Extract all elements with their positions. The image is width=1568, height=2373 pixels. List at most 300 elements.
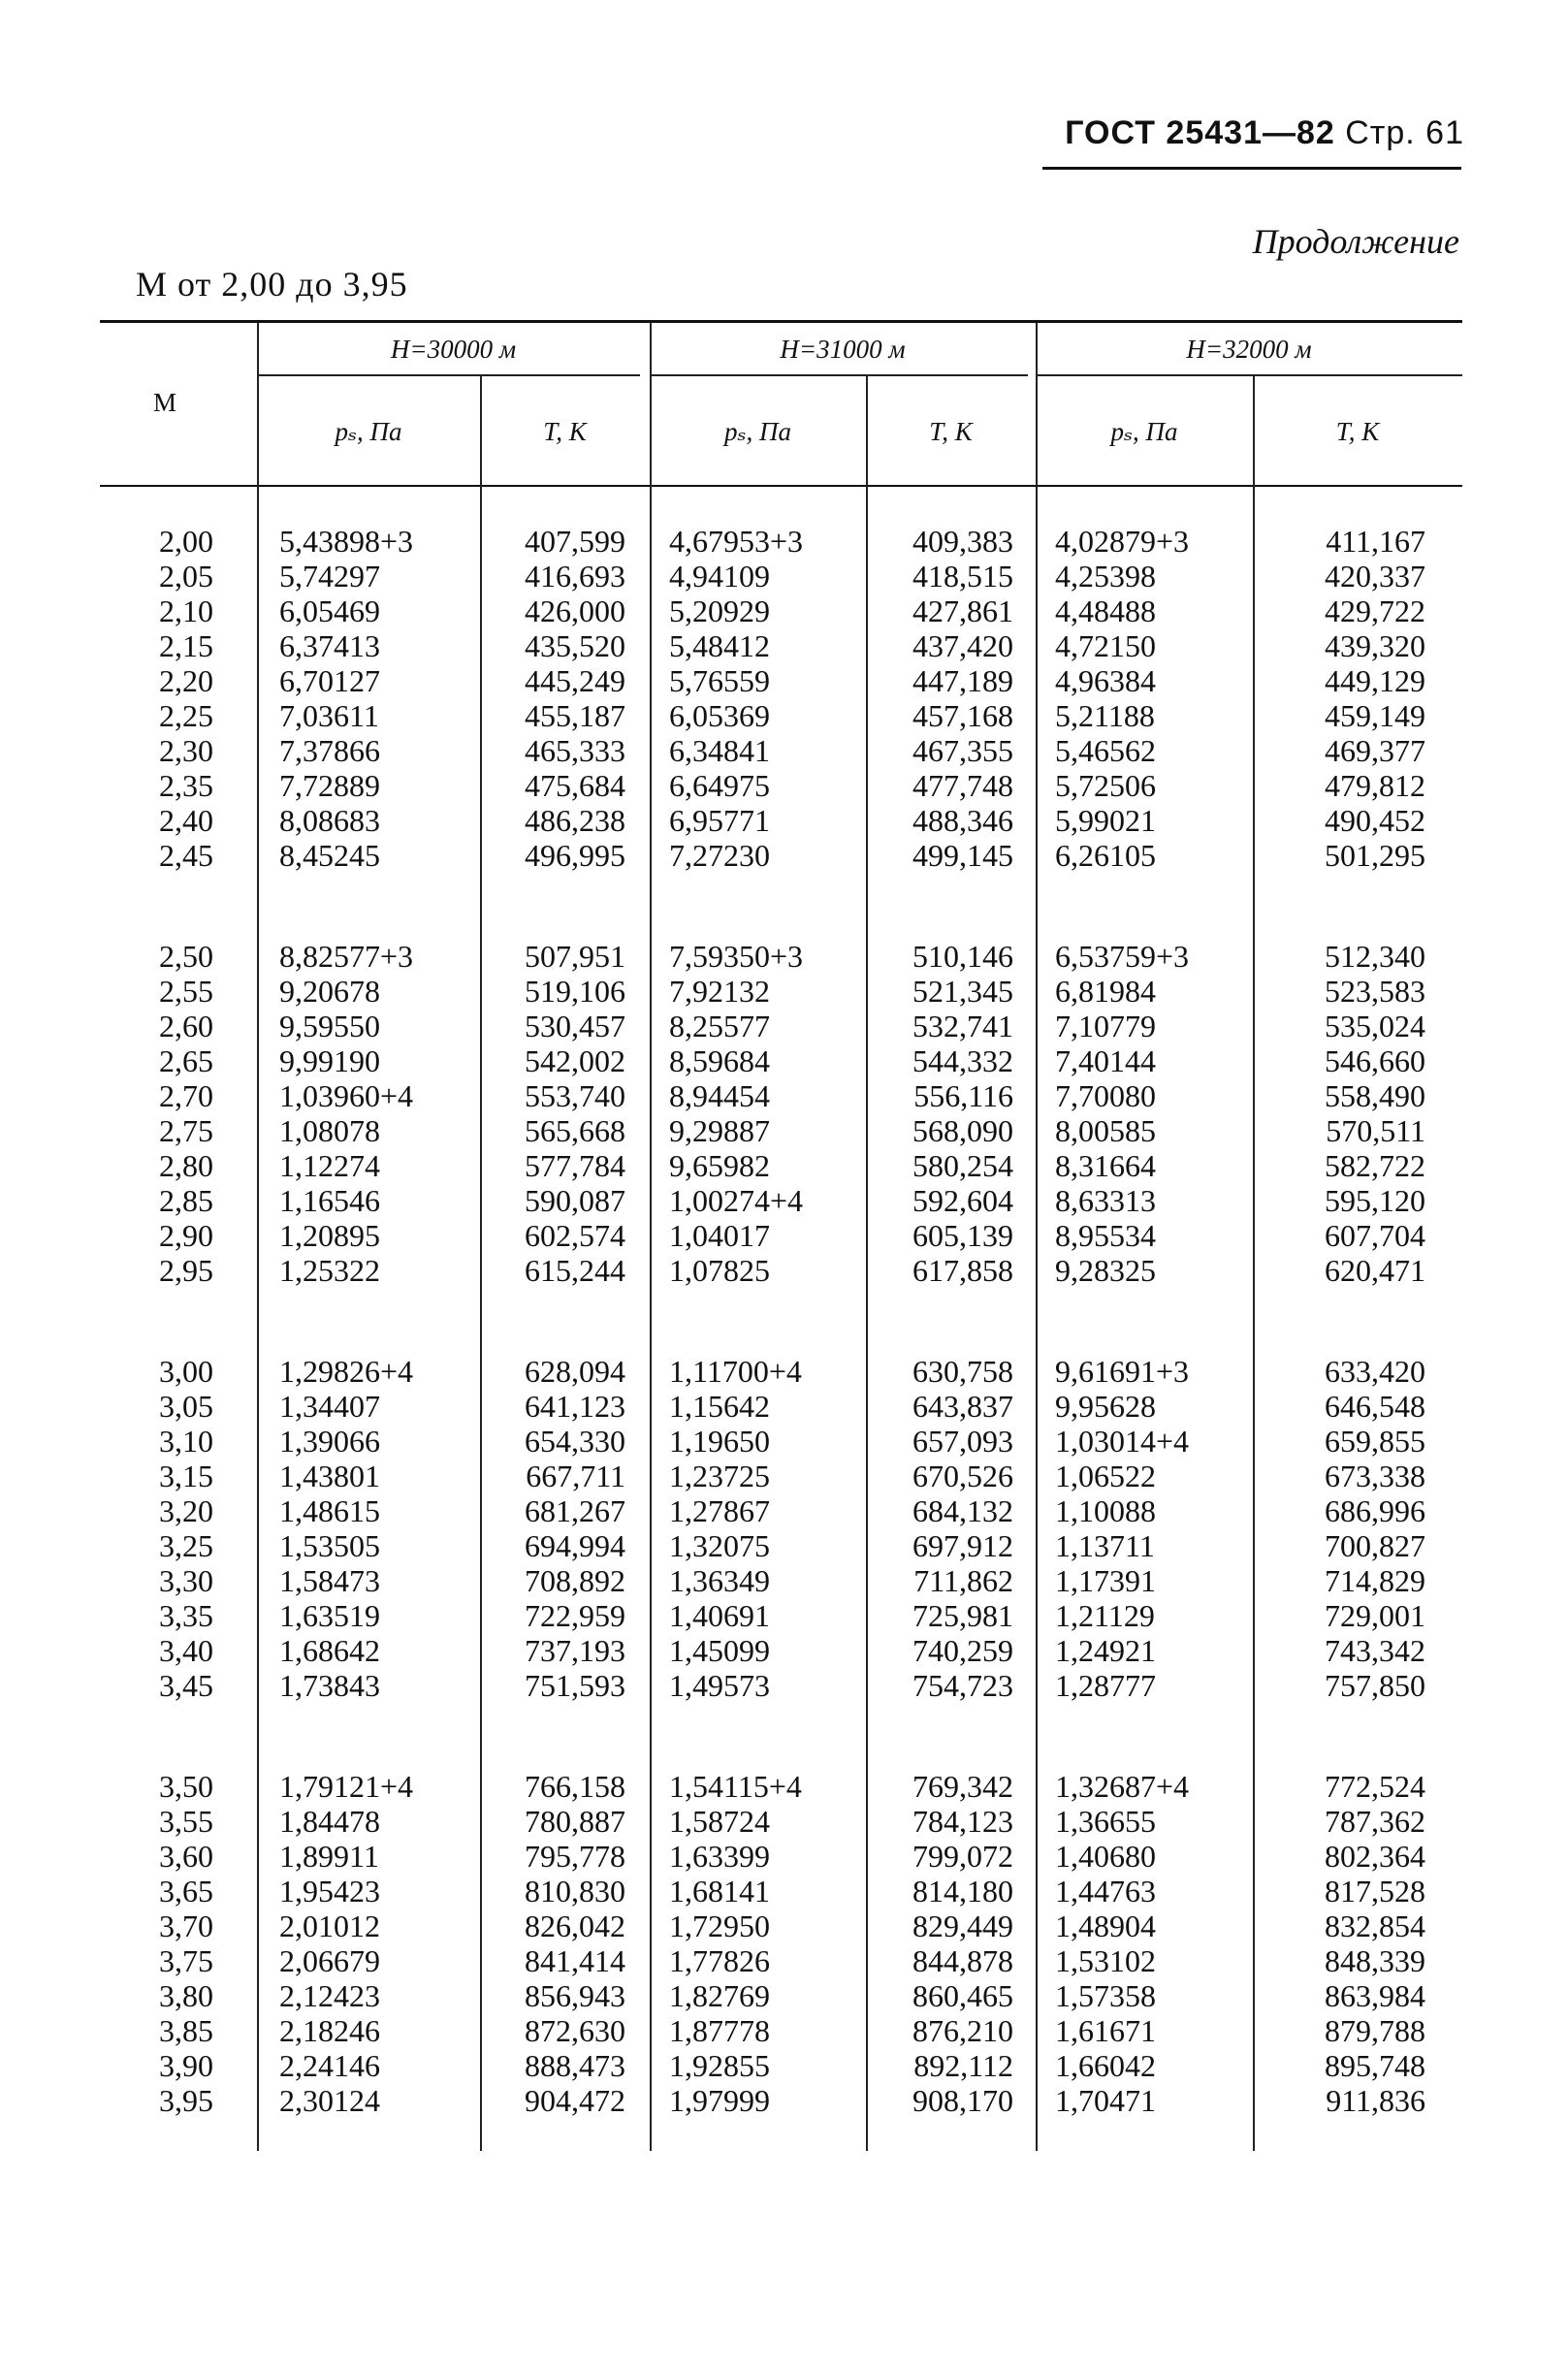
table-row (0, 1978, 1568, 2013)
column-header-temperature: T, К (543, 417, 587, 446)
table-row (0, 2013, 1568, 2048)
cell-temperature: 681,267 (525, 1493, 625, 1528)
cell-pressure: 6,64975 (669, 768, 770, 803)
cell-pressure: 1,48904 (1055, 1908, 1156, 1943)
altitude-rule (650, 374, 1028, 376)
cell-mach: 2,65 (159, 1043, 213, 1078)
table-row (0, 1389, 1568, 1424)
cell-temperature: 673,338 (1325, 1459, 1425, 1493)
cell-pressure: 1,03960+4 (279, 1078, 414, 1113)
cell-pressure: 1,53102 (1055, 1943, 1156, 1978)
cell-temperature: 469,377 (1325, 733, 1425, 768)
cell-pressure: 2,06679 (279, 1943, 380, 1978)
cell-temperature: 659,855 (1325, 1424, 1425, 1459)
cell-pressure: 1,54115+4 (669, 1769, 802, 1804)
cell-temperature: 501,295 (1325, 838, 1425, 873)
cell-temperature: 795,778 (525, 1839, 625, 1874)
table-header-rule (100, 485, 1462, 487)
cell-pressure: 8,08683 (279, 803, 380, 838)
cell-pressure: 1,19650 (669, 1424, 770, 1459)
altitude-rule (257, 374, 640, 376)
cell-pressure: 4,25398 (1055, 559, 1156, 593)
cell-pressure: 7,92132 (669, 974, 770, 1009)
cell-pressure: 9,59550 (279, 1009, 380, 1043)
cell-pressure: 4,02879+3 (1055, 524, 1190, 559)
cell-temperature: 426,000 (525, 593, 625, 628)
column-header-pressure: pₛ, Па (1110, 417, 1178, 446)
cell-temperature: 708,892 (525, 1563, 625, 1598)
cell-temperature: 582,722 (1325, 1148, 1425, 1183)
table-row (0, 1668, 1568, 1703)
table-row (0, 593, 1568, 628)
table-row (0, 2048, 1568, 2083)
column-header-temperature: T, К (1335, 417, 1380, 446)
cell-pressure: 8,00585 (1055, 1113, 1156, 1148)
cell-temperature: 553,740 (525, 1078, 625, 1113)
table-row (0, 974, 1568, 1009)
cell-pressure: 1,40680 (1055, 1839, 1156, 1874)
cell-pressure: 9,95628 (1055, 1389, 1156, 1424)
cell-temperature: 556,116 (913, 1078, 1013, 1113)
cell-mach: 2,30 (159, 733, 213, 768)
cell-temperature: 694,994 (525, 1528, 625, 1563)
cell-temperature: 580,254 (912, 1148, 1013, 1183)
cell-pressure: 8,94454 (669, 1078, 770, 1113)
cell-pressure: 7,59350+3 (669, 939, 804, 974)
cell-pressure: 6,34841 (669, 733, 770, 768)
cell-temperature: 860,465 (912, 1978, 1013, 2013)
cell-temperature: 479,812 (1325, 768, 1425, 803)
cell-temperature: 684,132 (912, 1493, 1013, 1528)
cell-temperature: 829,449 (912, 1908, 1013, 1943)
cell-mach: 3,85 (159, 2013, 213, 2048)
cell-temperature: 879,788 (1325, 2013, 1425, 2048)
cell-pressure: 1,66042 (1055, 2048, 1156, 2083)
cell-mach: 2,40 (159, 803, 213, 838)
cell-temperature: 429,722 (1325, 593, 1425, 628)
cell-pressure: 2,01012 (279, 1908, 380, 1943)
cell-temperature: 711,862 (913, 1563, 1013, 1598)
cell-pressure: 8,31664 (1055, 1148, 1156, 1183)
table-row (0, 524, 1568, 559)
cell-temperature: 872,630 (525, 2013, 625, 2048)
cell-temperature: 427,861 (912, 593, 1013, 628)
cell-pressure: 1,08078 (279, 1113, 380, 1148)
cell-pressure: 1,45099 (669, 1633, 770, 1668)
cell-temperature: 496,995 (525, 838, 625, 873)
header-rule (1042, 167, 1461, 170)
cell-pressure: 7,72889 (279, 768, 380, 803)
cell-mach: 3,15 (159, 1459, 213, 1493)
cell-mach: 2,85 (159, 1183, 213, 1218)
cell-pressure: 2,30124 (279, 2083, 380, 2118)
cell-pressure: 5,72506 (1055, 768, 1156, 803)
cell-pressure: 1,57358 (1055, 1978, 1156, 2013)
cell-temperature: 757,850 (1325, 1668, 1425, 1703)
cell-temperature: 486,238 (525, 803, 625, 838)
table-row (0, 1839, 1568, 1874)
cell-pressure: 1,23725 (669, 1459, 770, 1493)
cell-pressure: 7,10779 (1055, 1009, 1156, 1043)
cell-mach: 3,05 (159, 1389, 213, 1424)
cell-pressure: 1,79121+4 (279, 1769, 414, 1804)
cell-temperature: 643,837 (912, 1389, 1013, 1424)
cell-mach: 2,20 (159, 663, 213, 698)
cell-mach: 3,70 (159, 1908, 213, 1943)
cell-pressure: 8,59684 (669, 1043, 770, 1078)
cell-pressure: 1,58724 (669, 1804, 770, 1839)
cell-pressure: 4,94109 (669, 559, 770, 593)
table-row (0, 1043, 1568, 1078)
cell-mach: 2,35 (159, 768, 213, 803)
cell-temperature: 657,093 (912, 1424, 1013, 1459)
cell-pressure: 1,84478 (279, 1804, 380, 1839)
cell-temperature: 449,129 (1325, 663, 1425, 698)
cell-pressure: 1,28777 (1055, 1668, 1156, 1703)
cell-temperature: 646,548 (1325, 1389, 1425, 1424)
cell-temperature: 411,167 (1326, 524, 1425, 559)
table-top-rule (100, 320, 1462, 323)
cell-temperature: 654,330 (525, 1424, 625, 1459)
cell-temperature: 592,604 (912, 1183, 1013, 1218)
cell-mach: 3,75 (159, 1943, 213, 1978)
cell-pressure: 9,65982 (669, 1148, 770, 1183)
cell-pressure: 1,61671 (1055, 2013, 1156, 2048)
cell-temperature: 457,168 (912, 698, 1013, 733)
cell-pressure: 1,21129 (1055, 1598, 1155, 1633)
cell-temperature: 841,414 (525, 1943, 625, 1978)
cell-pressure: 1,32687+4 (1055, 1769, 1190, 1804)
cell-pressure: 1,82769 (669, 1978, 770, 2013)
cell-temperature: 832,854 (1325, 1908, 1425, 1943)
cell-temperature: 895,748 (1325, 2048, 1425, 2083)
cell-temperature: 802,364 (1325, 1839, 1425, 1874)
cell-temperature: 630,758 (912, 1354, 1013, 1389)
table-row (0, 1354, 1568, 1389)
cell-pressure: 8,82577+3 (279, 939, 414, 974)
cell-pressure: 1,32075 (669, 1528, 770, 1563)
cell-temperature: 826,042 (525, 1908, 625, 1943)
cell-pressure: 7,37866 (279, 733, 380, 768)
cell-temperature: 700,827 (1325, 1528, 1425, 1563)
cell-mach: 3,25 (159, 1528, 213, 1563)
table-row (0, 1528, 1568, 1563)
cell-pressure: 1,29826+4 (279, 1354, 414, 1389)
table-row (0, 2083, 1568, 2118)
cell-pressure: 1,07825 (669, 1253, 770, 1288)
table-row (0, 1148, 1568, 1183)
cell-mach: 3,10 (159, 1424, 213, 1459)
cell-mach: 2,75 (159, 1113, 213, 1148)
cell-mach: 3,65 (159, 1874, 213, 1908)
cell-temperature: 590,087 (525, 1183, 625, 1218)
cell-pressure: 1,12274 (279, 1148, 380, 1183)
cell-temperature: 620,471 (1325, 1253, 1425, 1288)
cell-pressure: 1,92855 (669, 2048, 770, 2083)
cell-pressure: 9,99190 (279, 1043, 380, 1078)
cell-pressure: 1,00274+4 (669, 1183, 804, 1218)
cell-temperature: 546,660 (1325, 1043, 1425, 1078)
cell-temperature: 544,332 (912, 1043, 1013, 1078)
cell-temperature: 888,473 (525, 2048, 625, 2083)
page-header (1038, 114, 1464, 152)
cell-pressure: 2,18246 (279, 2013, 380, 2048)
cell-temperature: 667,711 (526, 1459, 625, 1493)
cell-pressure: 1,24921 (1055, 1633, 1156, 1668)
cell-pressure: 1,27867 (669, 1493, 770, 1528)
cell-mach: 2,50 (159, 939, 213, 974)
cell-temperature: 570,511 (1326, 1113, 1425, 1148)
page-number: Стр. 61 (1345, 114, 1464, 151)
cell-pressure: 2,12423 (279, 1978, 380, 2013)
cell-mach: 2,80 (159, 1148, 213, 1183)
cell-pressure: 1,17391 (1055, 1563, 1156, 1598)
cell-temperature: 407,599 (525, 524, 625, 559)
cell-temperature: 565,668 (525, 1113, 625, 1148)
cell-temperature: 558,490 (1325, 1078, 1425, 1113)
cell-mach: 3,80 (159, 1978, 213, 2013)
cell-pressure: 6,70127 (279, 663, 380, 698)
cell-pressure: 1,63399 (669, 1839, 770, 1874)
table-row (0, 1493, 1568, 1528)
cell-pressure: 1,03014+4 (1055, 1424, 1190, 1459)
cell-pressure: 1,11700+4 (669, 1354, 802, 1389)
cell-pressure: 1,87778 (669, 2013, 770, 2048)
cell-temperature: 418,515 (912, 559, 1013, 593)
table-row (0, 1563, 1568, 1598)
cell-mach: 3,60 (159, 1839, 213, 1874)
cell-pressure: 1,20895 (279, 1218, 380, 1253)
cell-pressure: 1,72950 (669, 1908, 770, 1943)
cell-pressure: 4,72150 (1055, 628, 1156, 663)
cell-temperature: 817,528 (1325, 1874, 1425, 1908)
cell-pressure: 1,68141 (669, 1874, 770, 1908)
table-row (0, 1253, 1568, 1288)
cell-temperature: 769,342 (912, 1769, 1013, 1804)
cell-pressure: 5,43898+3 (279, 524, 414, 559)
cell-temperature: 532,741 (912, 1009, 1013, 1043)
cell-temperature: 904,472 (525, 2083, 625, 2118)
cell-mach: 3,20 (159, 1493, 213, 1528)
cell-pressure: 1,44763 (1055, 1874, 1156, 1908)
cell-temperature: 784,123 (912, 1804, 1013, 1839)
cell-temperature: 568,090 (912, 1113, 1013, 1148)
cell-pressure: 5,76559 (669, 663, 770, 698)
cell-pressure: 2,24146 (279, 2048, 380, 2083)
table-row (0, 939, 1568, 974)
cell-pressure: 1,39066 (279, 1424, 380, 1459)
cell-temperature: 542,002 (525, 1043, 625, 1078)
cell-mach: 3,95 (159, 2083, 213, 2118)
cell-mach: 2,55 (159, 974, 213, 1009)
cell-pressure: 6,05369 (669, 698, 770, 733)
cell-pressure: 6,37413 (279, 628, 380, 663)
cell-mach: 3,00 (159, 1354, 213, 1389)
cell-pressure: 9,29887 (669, 1113, 770, 1148)
cell-pressure: 1,70471 (1055, 2083, 1156, 2118)
cell-pressure: 8,95534 (1055, 1218, 1156, 1253)
table-row (0, 803, 1568, 838)
cell-temperature: 725,981 (912, 1598, 1013, 1633)
cell-temperature: 751,593 (525, 1668, 625, 1703)
cell-pressure: 4,48488 (1055, 593, 1156, 628)
column-header-temperature: T, К (929, 417, 973, 446)
column-header-mach: М (152, 388, 176, 417)
cell-temperature: 602,574 (525, 1218, 625, 1253)
cell-pressure: 8,45245 (279, 838, 380, 873)
cell-pressure: 1,04017 (669, 1218, 770, 1253)
cell-temperature: 729,001 (1325, 1598, 1425, 1633)
table-row (0, 1009, 1568, 1043)
cell-mach: 3,90 (159, 2048, 213, 2083)
cell-pressure: 1,15642 (669, 1389, 770, 1424)
cell-pressure: 1,48615 (279, 1493, 380, 1528)
table-row (0, 1113, 1568, 1148)
cell-pressure: 7,70080 (1055, 1078, 1156, 1113)
cell-mach: 2,05 (159, 559, 213, 593)
cell-temperature: 714,829 (1325, 1563, 1425, 1598)
cell-temperature: 447,189 (912, 663, 1013, 698)
cell-pressure: 1,49573 (669, 1668, 770, 1703)
cell-pressure: 1,36349 (669, 1563, 770, 1598)
cell-pressure: 1,43801 (279, 1459, 380, 1493)
table-row (0, 733, 1568, 768)
table-row (0, 1769, 1568, 1804)
cell-pressure: 7,40144 (1055, 1043, 1156, 1078)
cell-temperature: 519,106 (525, 974, 625, 1009)
cell-temperature: 615,244 (525, 1253, 625, 1288)
table-row (0, 628, 1568, 663)
cell-temperature: 535,024 (1325, 1009, 1425, 1043)
table-row (0, 559, 1568, 593)
cell-temperature: 607,704 (1325, 1218, 1425, 1253)
table-row (0, 1633, 1568, 1668)
continued-label: Продолжение (1252, 222, 1459, 261)
cell-pressure: 1,97999 (669, 2083, 770, 2118)
cell-temperature: 876,210 (912, 2013, 1013, 2048)
cell-mach: 2,00 (159, 524, 213, 559)
cell-mach: 2,60 (159, 1009, 213, 1043)
cell-mach: 2,90 (159, 1218, 213, 1253)
cell-temperature: 892,112 (913, 2048, 1013, 2083)
table-row (0, 1183, 1568, 1218)
cell-temperature: 628,094 (525, 1354, 625, 1389)
cell-temperature: 743,342 (1325, 1633, 1425, 1668)
cell-pressure: 5,20929 (669, 593, 770, 628)
table-row (0, 1459, 1568, 1493)
cell-temperature: 722,959 (525, 1598, 625, 1633)
cell-temperature: 856,943 (525, 1978, 625, 2013)
cell-mach: 2,45 (159, 838, 213, 873)
cell-temperature: 409,383 (912, 524, 1013, 559)
cell-pressure: 1,40691 (669, 1598, 770, 1633)
cell-pressure: 8,25577 (669, 1009, 770, 1043)
cell-temperature: 521,345 (912, 974, 1013, 1009)
cell-mach: 3,45 (159, 1668, 213, 1703)
cell-temperature: 455,187 (525, 698, 625, 733)
cell-pressure: 1,10088 (1055, 1493, 1156, 1528)
cell-temperature: 766,158 (525, 1769, 625, 1804)
cell-temperature: 780,887 (525, 1804, 625, 1839)
table-row (0, 1908, 1568, 1943)
cell-temperature: 416,693 (525, 559, 625, 593)
cell-temperature: 908,170 (912, 2083, 1013, 2118)
cell-temperature: 670,526 (912, 1459, 1013, 1493)
cell-pressure: 5,99021 (1055, 803, 1156, 838)
cell-temperature: 911,836 (1326, 2083, 1425, 2118)
cell-pressure: 1,06522 (1055, 1459, 1156, 1493)
cell-mach: 2,15 (159, 628, 213, 663)
cell-pressure: 1,36655 (1055, 1804, 1156, 1839)
table-row (0, 1218, 1568, 1253)
cell-temperature: 633,420 (1325, 1354, 1425, 1389)
table-row (0, 663, 1568, 698)
cell-pressure: 6,26105 (1055, 838, 1156, 873)
cell-temperature: 863,984 (1325, 1978, 1425, 2013)
cell-temperature: 507,951 (525, 939, 625, 974)
cell-temperature: 799,072 (912, 1839, 1013, 1874)
cell-temperature: 641,123 (525, 1389, 625, 1424)
cell-temperature: 605,139 (912, 1218, 1013, 1253)
cell-temperature: 686,996 (1325, 1493, 1425, 1528)
cell-temperature: 577,784 (525, 1148, 625, 1183)
cell-temperature: 510,146 (912, 939, 1013, 974)
cell-mach: 2,25 (159, 698, 213, 733)
cell-temperature: 772,524 (1325, 1769, 1425, 1804)
cell-mach: 2,95 (159, 1253, 213, 1288)
table-row (0, 1424, 1568, 1459)
cell-mach: 3,30 (159, 1563, 213, 1598)
cell-pressure: 4,67953+3 (669, 524, 804, 559)
cell-pressure: 1,63519 (279, 1598, 380, 1633)
cell-temperature: 814,180 (912, 1874, 1013, 1908)
altitude-header-32000: H=32000 м (1186, 335, 1312, 364)
table-row (0, 698, 1568, 733)
cell-pressure: 1,34407 (279, 1389, 380, 1424)
cell-mach: 3,40 (159, 1633, 213, 1668)
cell-pressure: 1,25322 (279, 1253, 380, 1288)
altitude-header-31000: H=31000 м (780, 335, 906, 364)
cell-temperature: 488,346 (912, 803, 1013, 838)
cell-temperature: 810,830 (525, 1874, 625, 1908)
cell-mach: 2,70 (159, 1078, 213, 1113)
cell-temperature: 848,339 (1325, 1943, 1425, 1978)
cell-temperature: 467,355 (912, 733, 1013, 768)
cell-pressure: 5,48412 (669, 628, 770, 663)
cell-mach: 3,35 (159, 1598, 213, 1633)
cell-pressure: 1,16546 (279, 1183, 380, 1218)
cell-pressure: 9,20678 (279, 974, 380, 1009)
cell-pressure: 1,53505 (279, 1528, 380, 1563)
cell-temperature: 445,249 (525, 663, 625, 698)
mach-range-label: М от 2,00 до 3,95 (136, 265, 408, 304)
table-row (0, 1078, 1568, 1113)
cell-pressure: 1,89911 (279, 1839, 379, 1874)
cell-pressure: 1,95423 (279, 1874, 380, 1908)
cell-temperature: 595,120 (1325, 1183, 1425, 1218)
cell-pressure: 8,63313 (1055, 1183, 1156, 1218)
cell-temperature: 844,878 (912, 1943, 1013, 1978)
cell-pressure: 7,03611 (279, 698, 379, 733)
cell-temperature: 617,858 (912, 1253, 1013, 1288)
cell-temperature: 499,145 (912, 838, 1013, 873)
cell-temperature: 437,420 (912, 628, 1013, 663)
cell-temperature: 697,912 (912, 1528, 1013, 1563)
cell-mach: 3,50 (159, 1769, 213, 1804)
cell-temperature: 737,193 (525, 1633, 625, 1668)
table-row (0, 1598, 1568, 1633)
altitude-rule (1036, 374, 1462, 376)
